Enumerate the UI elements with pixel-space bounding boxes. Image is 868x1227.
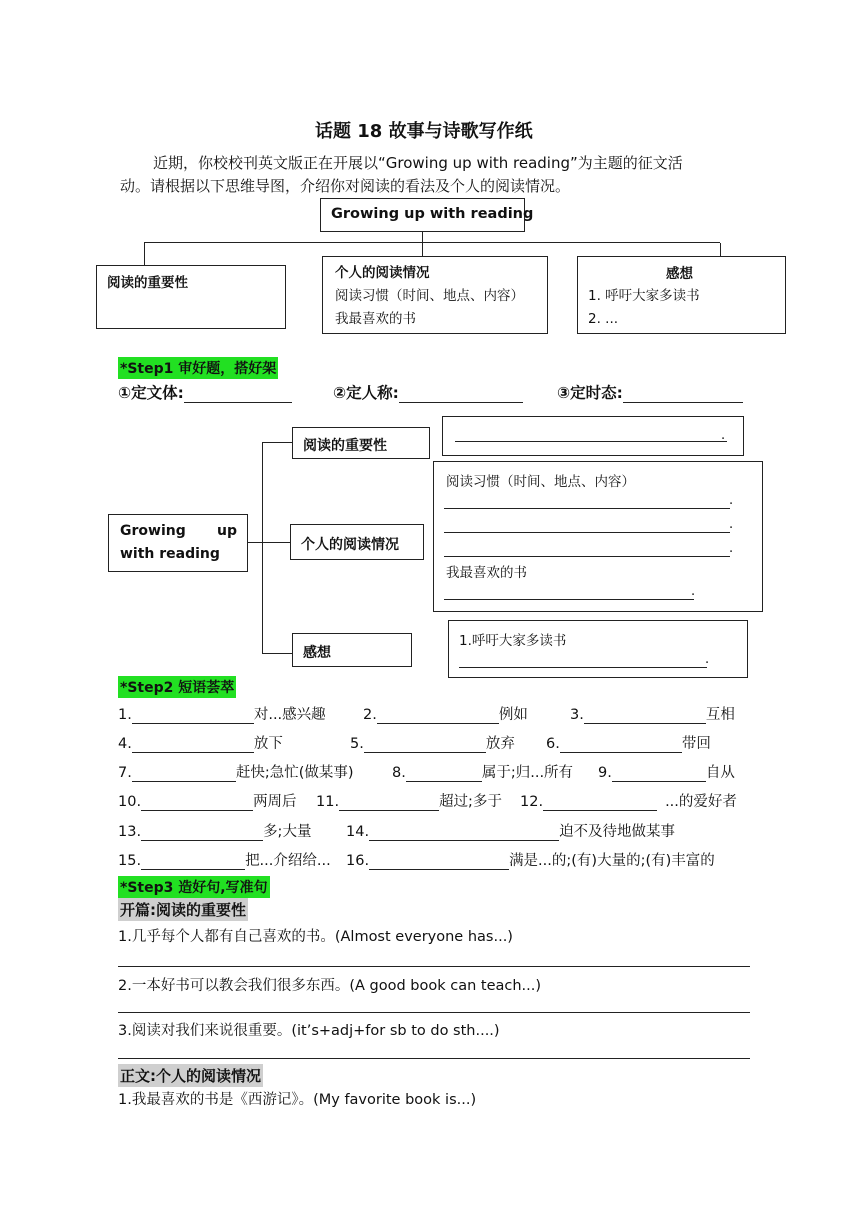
line-end-dot: . <box>729 493 734 508</box>
mindmap-box-personal-line1: 阅读习惯（时间、地点、内容） <box>335 288 524 304</box>
mindmap-box-personal <box>322 256 548 334</box>
outline-node-thoughts <box>292 633 412 667</box>
phrase-blank[interactable] <box>369 826 559 841</box>
answer-line[interactable] <box>444 508 730 509</box>
sentence-prompt-3: 3.阅读对我们来说很重要。(it’s+adj+for sb to do sth....) <box>118 1023 500 1039</box>
phrase-row <box>118 820 311 841</box>
phrase-blank[interactable] <box>132 738 254 753</box>
answer-line[interactable] <box>444 532 730 533</box>
phrase-blank[interactable] <box>141 855 245 870</box>
outline-root-word1: Growing <box>120 523 186 539</box>
phrase-row <box>346 820 675 841</box>
phrase-blank[interactable] <box>543 796 657 811</box>
step1-person-label: ②定人称: <box>333 384 399 402</box>
phrase-meaning: 带回 <box>681 736 711 752</box>
phrase-row <box>570 703 735 724</box>
phrase-blank[interactable] <box>377 709 499 724</box>
section-body: 正文:个人的阅读情况 <box>118 1064 263 1087</box>
outline-node-importance <box>292 427 430 459</box>
phrase-row <box>392 761 573 782</box>
outline-node-personal-label: 个人的阅读情况 <box>301 537 399 553</box>
phrase-number: 2. <box>363 707 377 723</box>
phrase-row <box>118 849 331 870</box>
phrase-blank[interactable] <box>364 738 486 753</box>
phrase-row <box>346 849 715 870</box>
step1-tense-blank[interactable] <box>623 388 743 403</box>
phrase-meaning: 赶快;急忙(做某事) <box>235 765 354 781</box>
phrase-blank[interactable] <box>339 796 439 811</box>
intro-line-2: 动。请根据以下思维导图，介绍你对阅读的看法及个人的阅读情况。 <box>120 177 571 195</box>
step1-genre-label: ①定文体: <box>118 384 184 402</box>
phrase-blank[interactable] <box>560 738 682 753</box>
phrase-meaning: 例如 <box>498 707 528 723</box>
phrase-number: 1. <box>118 707 132 723</box>
phrase-meaning: 放下 <box>253 736 283 752</box>
mindmap-root-box <box>320 198 534 232</box>
phrase-meaning: 多;大量 <box>263 824 312 840</box>
answer-line[interactable] <box>118 966 750 967</box>
step1-tense <box>557 381 743 403</box>
phrase-number: 15. <box>118 853 142 869</box>
mindmap-box-thoughts-item2: 2. ... <box>588 311 619 327</box>
answer-box-personal <box>433 461 763 612</box>
answer-habit-heading: 阅读习惯（时间、地点、内容） <box>446 474 635 490</box>
line-end-dot: . <box>721 428 726 443</box>
phrase-number: 6. <box>546 736 560 752</box>
phrase-meaning: 把...介绍给... <box>245 853 331 869</box>
mindmap-box-thoughts-item1: 1. 呼吁大家多读书 <box>588 288 700 304</box>
answer-line[interactable] <box>444 599 694 600</box>
phrase-row <box>363 703 528 724</box>
phrase-number: 5. <box>350 736 364 752</box>
answer-box-importance <box>442 416 744 456</box>
connector <box>422 232 423 256</box>
outline-node-thoughts-label: 感想 <box>303 645 331 661</box>
mindmap-box-thoughts <box>577 256 786 334</box>
outline-node-personal <box>290 524 424 560</box>
section-opening: 开篇:阅读的重要性 <box>118 898 248 921</box>
phrase-number: 3. <box>570 707 584 723</box>
mindmap-box-thoughts-title: 感想 <box>666 266 693 282</box>
phrase-blank[interactable] <box>141 826 263 841</box>
connector <box>262 653 292 654</box>
phrase-blank[interactable] <box>369 855 509 870</box>
connector <box>144 242 720 243</box>
phrase-number: 8. <box>392 765 406 781</box>
answer-line[interactable] <box>444 556 730 557</box>
connector <box>262 442 292 443</box>
outline-node-importance-label: 阅读的重要性 <box>303 438 387 454</box>
phrase-meaning: ...的爱好者 <box>665 794 737 810</box>
phrase-number: 11. <box>316 794 340 810</box>
mindmap-box-personal-title: 个人的阅读情况 <box>335 265 430 281</box>
phrase-meaning: 对...感兴趣 <box>253 707 326 723</box>
connector <box>262 443 263 654</box>
phrase-meaning: 迫不及待地做某事 <box>559 824 676 840</box>
line-end-dot: . <box>705 652 710 667</box>
answer-line[interactable] <box>455 441 727 442</box>
connector <box>144 243 145 265</box>
sentence-prompt-1: 1.几乎每个人都有自己喜欢的书。(Almost everyone has...) <box>118 929 513 945</box>
line-end-dot: . <box>691 584 696 599</box>
step2-label: *Step2 短语荟萃 <box>118 676 236 698</box>
mindmap-root-label: Growing up with reading <box>331 206 534 222</box>
answer-line[interactable] <box>118 1012 750 1013</box>
step1-label: *Step1 审好题，搭好架 <box>118 357 278 379</box>
phrase-number: 12. <box>520 794 544 810</box>
phrase-blank[interactable] <box>132 767 236 782</box>
mindmap-box-personal-line2: 我最喜欢的书 <box>335 311 416 327</box>
connector <box>248 542 292 543</box>
phrase-number: 16. <box>346 853 370 869</box>
sentence-prompt-4: 1.我最喜欢的书是《西游记》。(My favorite book is...) <box>118 1092 477 1108</box>
phrase-blank[interactable] <box>141 796 253 811</box>
step1-person <box>333 381 523 403</box>
phrase-row <box>520 790 737 811</box>
outline-root-word2: up <box>217 523 237 539</box>
answer-favorite-heading: 我最喜欢的书 <box>446 565 527 581</box>
phrase-row <box>350 732 515 753</box>
phrase-row <box>598 761 735 782</box>
outline-root-word3: with reading <box>120 546 220 562</box>
phrase-meaning: 属于;归...所有 <box>481 765 574 781</box>
phrase-row <box>118 790 297 811</box>
step1-genre <box>118 381 292 403</box>
phrase-number: 4. <box>118 736 132 752</box>
answer-line[interactable] <box>118 1058 750 1059</box>
phrase-row <box>546 732 711 753</box>
phrase-number: 7. <box>118 765 132 781</box>
phrase-row <box>118 761 354 782</box>
phrase-row <box>316 790 502 811</box>
sentence-prompt-2: 2.一本好书可以教会我们很多东西。(A good book can teach...) <box>118 978 542 994</box>
answer-box-thoughts <box>448 620 748 678</box>
phrase-meaning: 两周后 <box>253 794 297 810</box>
phrase-number: 14. <box>346 824 370 840</box>
phrase-meaning: 放弃 <box>485 736 515 752</box>
page-title: 话题 18 故事与诗歌写作纸 <box>315 121 533 142</box>
intro-line-1: 近期，你校校刊英文版正在开展以“Growing up with reading”为主题的征文活 <box>153 154 683 172</box>
mindmap-box-importance-label: 阅读的重要性 <box>107 275 188 291</box>
step3-label: *Step3 造好句,写准句 <box>118 876 270 898</box>
phrase-row <box>118 732 283 753</box>
phrase-meaning: 满是...的;(有)大量的;(有)丰富的 <box>509 853 715 869</box>
outline-root-box <box>108 514 248 572</box>
phrase-blank[interactable] <box>406 767 482 782</box>
line-end-dot: . <box>729 541 734 556</box>
phrase-number: 10. <box>118 794 142 810</box>
phrase-meaning: 互相 <box>705 707 735 723</box>
step1-person-blank[interactable] <box>399 388 523 403</box>
phrase-meaning: 超过;多于 <box>439 794 502 810</box>
answer-line[interactable] <box>459 667 707 668</box>
step1-tense-label: ③定时态: <box>557 384 623 402</box>
mindmap-box-importance <box>96 265 286 329</box>
phrase-blank[interactable] <box>584 709 706 724</box>
phrase-number: 9. <box>598 765 612 781</box>
line-end-dot: . <box>729 517 734 532</box>
phrase-blank[interactable] <box>132 709 254 724</box>
step1-genre-blank[interactable] <box>184 388 292 403</box>
phrase-number: 13. <box>118 824 142 840</box>
phrase-blank[interactable] <box>612 767 706 782</box>
answer-thoughts-heading: 1.呼吁大家多读书 <box>459 633 567 649</box>
phrase-row <box>118 703 326 724</box>
phrase-meaning: 自从 <box>705 765 735 781</box>
